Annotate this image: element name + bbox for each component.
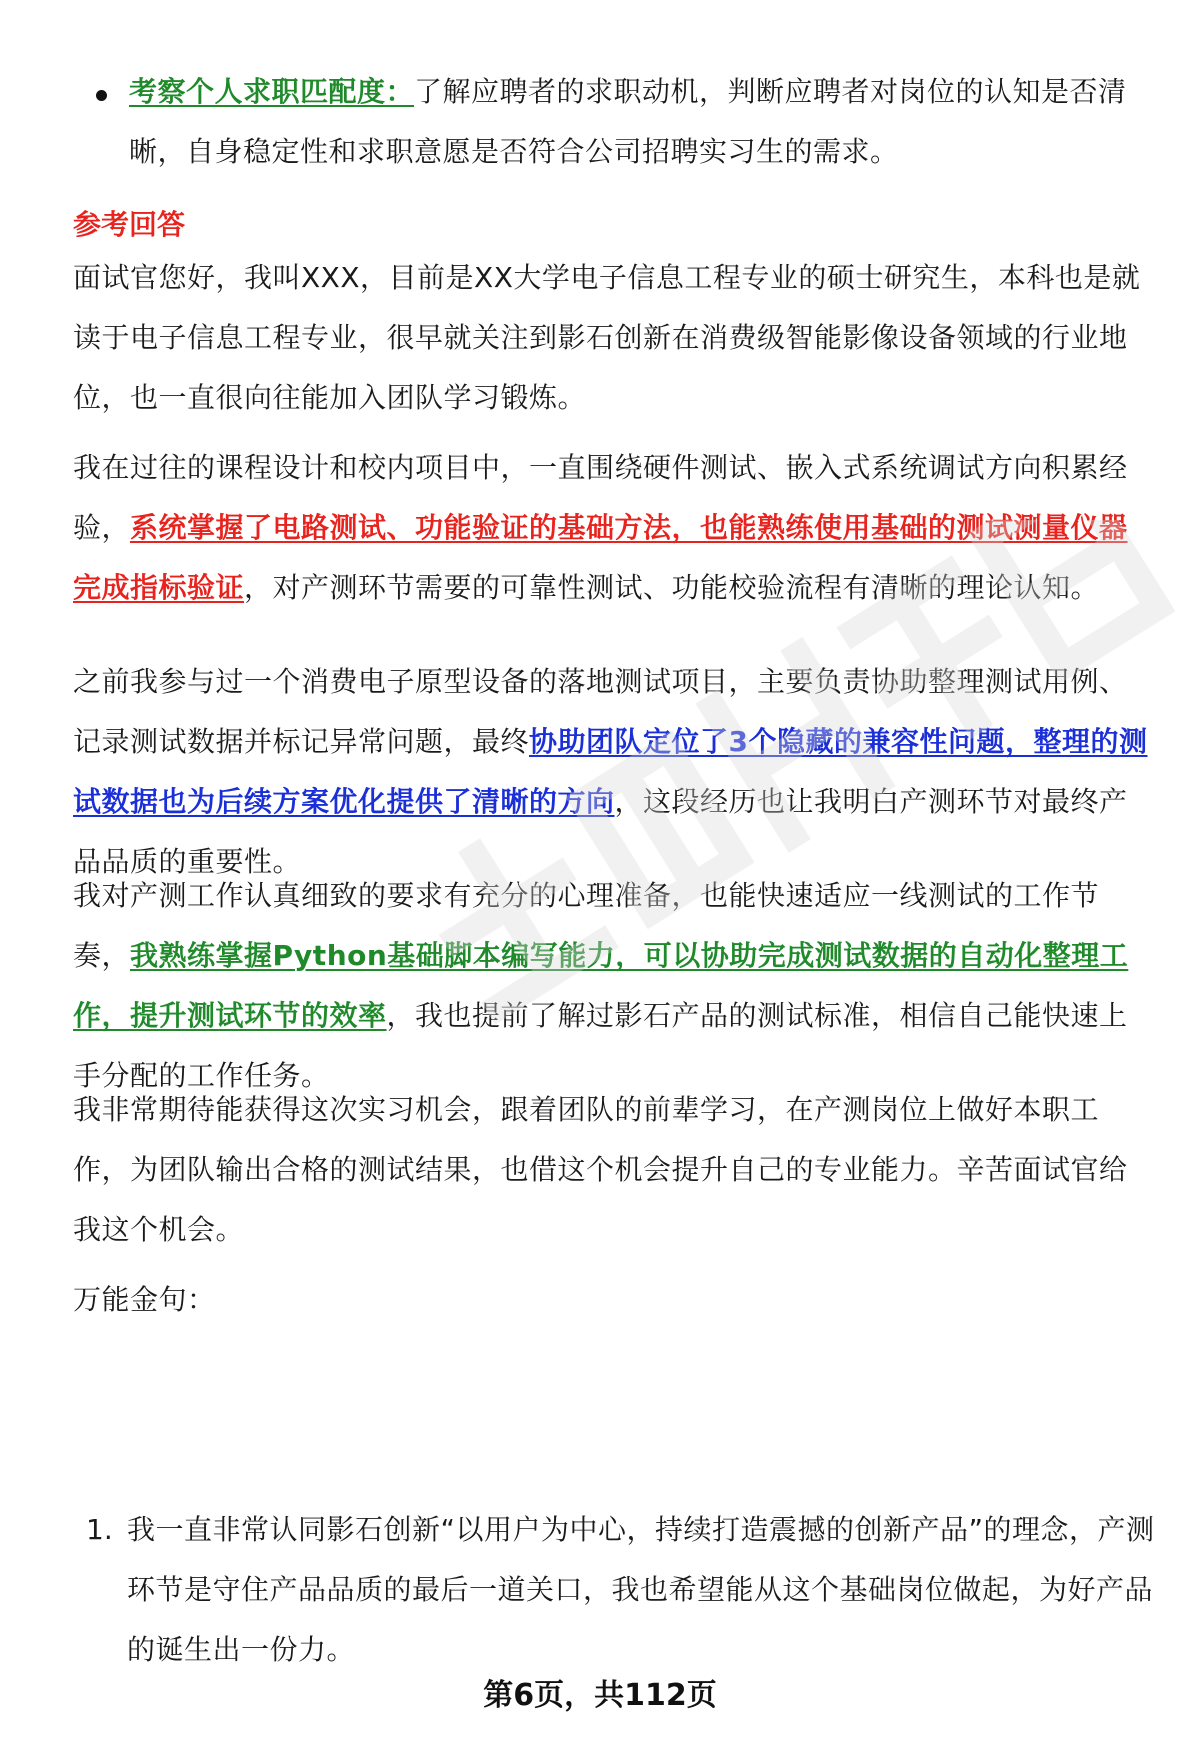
paragraph-text: ，我也提前了解过影石产品的测试标准，相信自己能快速上手分配的工作任务。 bbox=[73, 999, 1128, 1092]
paragraph-text: ，这段经历也让我明白产测环节对最终产品品质的重要性。 bbox=[73, 785, 1128, 878]
highlight-blue: 协助团队定位了3个隐藏的兼容性问题，整理的测试数据也为后续方案优化提供了清晰的方向 bbox=[73, 725, 1148, 818]
highlight-green: 我熟练掌握Python基础脚本编写能力，可以协助完成测试数据的自动化整理工作，提升测试环节的效率 bbox=[73, 939, 1129, 1032]
paragraph-project bbox=[73, 652, 1153, 892]
paragraph-skills bbox=[73, 866, 1153, 1106]
highlight-red: 系统掌握了电路测试、功能验证的基础方法，也能熟练使用基础的测试测量仪器完成指标验证 bbox=[73, 511, 1128, 604]
bullet-dot-icon bbox=[96, 90, 107, 101]
golden-sentence-label: 万能金句： bbox=[73, 1283, 216, 1316]
bullet-text bbox=[129, 62, 1159, 182]
bullet-body: 了解应聘者的求职动机，判断应聘者对岗位的认知是否清晰，自身稳定性和求职意愿是否符合公司招聘实习生的需求。 bbox=[129, 75, 1127, 168]
list-number: 1. bbox=[86, 1513, 113, 1546]
paragraph-closing: 我非常期待能获得这次实习机会，跟着团队的前辈学习，在产测岗位上做好本职工作，为团队输出合格的测试结果，也借这个机会提升自己的专业能力。辛苦面试官给我这个机会。 bbox=[73, 1093, 1128, 1246]
paragraph-experience bbox=[73, 438, 1153, 618]
paragraph-text: ，对产测环节需要的可靠性测试、功能校验流程有清晰的理论认知。 bbox=[244, 571, 1100, 604]
paragraph-intro: 面试官您好，我叫XXX，目前是XX大学电子信息工程专业的硕士研究生，本科也是就读于电子信息工程专业，很早就关注到影石创新在消费级智能影像设备领域的行业地位，也一直很向往能加入团队学习锻炼。 bbox=[73, 261, 1141, 414]
page-footer: 第6页，共112页 bbox=[483, 1678, 717, 1713]
paragraph-text: 我对产测工作认真细致的要求有充分的心理准备，也能快速适应一线测试的工作节奏， bbox=[73, 879, 1100, 972]
bullet-label: 考察个人求职匹配度： bbox=[129, 75, 415, 108]
list-item-text: 我一直非常认同影石创新“以用户为中心，持续打造震撼的创新产品”的理念，产测环节是守住产品品质的最后一道关口，我也希望能从这个基础岗位做起，为好产品的诞生出一份力。 bbox=[127, 1513, 1155, 1666]
section-heading: 参考回答 bbox=[73, 208, 186, 241]
paragraph-text: 我在过往的课程设计和校内项目中，一直围绕硬件测试、嵌入式系统调试方向积累经验， bbox=[73, 451, 1128, 544]
paragraph-text: 之前我参与过一个消费电子原型设备的落地测试项目，主要负责协助整理测试用例、记录测试数据并标记异常问题，最终 bbox=[73, 665, 1128, 758]
